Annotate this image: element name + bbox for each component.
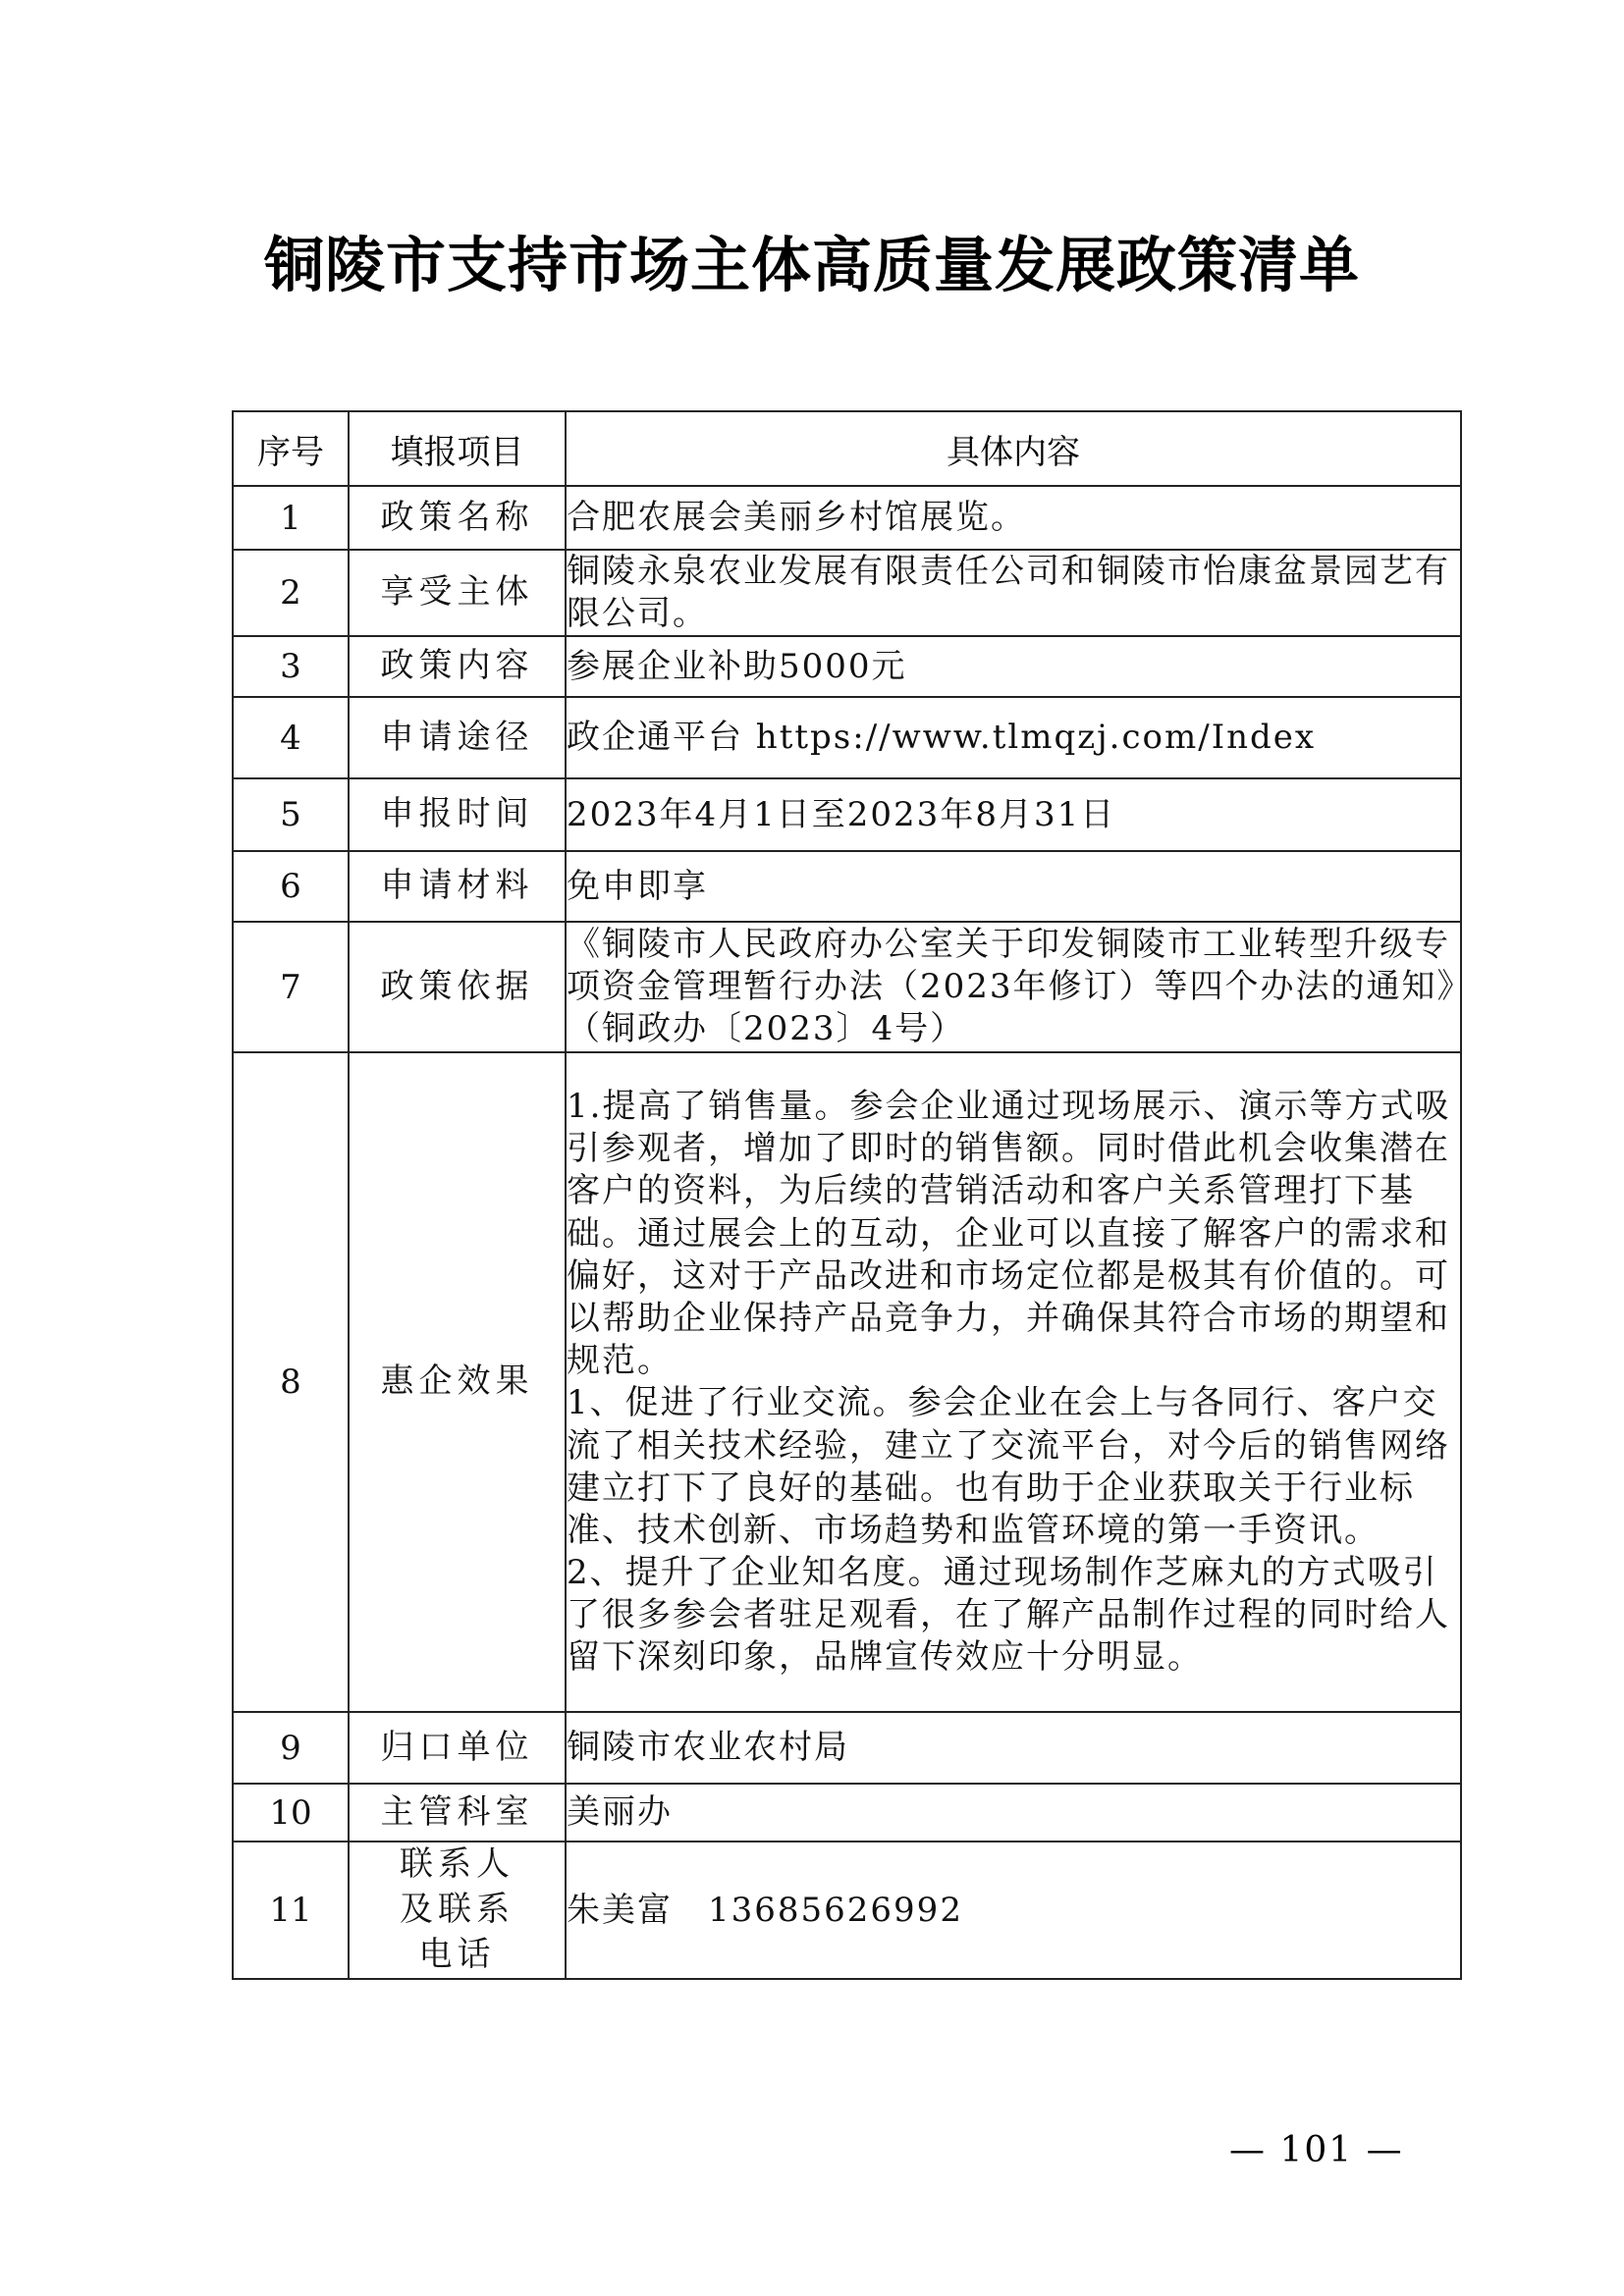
table-row	[233, 486, 1461, 550]
row-content	[566, 636, 1461, 697]
content-paragraph: 1.提高了销售量。参会企业通过现场展示、演示等方式吸引参观者，增加了即时的销售额。同时借此机会收集潜在客户的资料，为后续的营销活动和客户关系管理打下基础。通过展会上的互动，企业可以直接了解客户的需求和偏好，这对于产品改进和市场定位都是极其有价值的。可以帮助企业保持产品竞争力，并确保其符合市场的期望和规范。	[567, 1087, 1451, 1381]
content-paragraph: 2023年4月1日至2023年8月31日	[567, 794, 1116, 834]
row-content	[566, 851, 1461, 922]
header-content: 具体内容	[566, 411, 1461, 486]
row-content	[566, 922, 1461, 1052]
row-item: 申请途径	[349, 697, 566, 778]
content-paragraph: 美丽办	[567, 1792, 673, 1833]
page-title: 铜陵市支持市场主体高质量发展政策清单	[263, 231, 1360, 300]
table-row	[233, 697, 1461, 778]
content-paragraph: 2、提升了企业知名度。通过现场制作芝麻丸的方式吸引了很多参会者驻足观看，在了解产品制作过程的同时给人留下深刻印象，品牌宣传效应十分明显。	[567, 1553, 1450, 1678]
content-paragraph: 参展企业补助5000元	[567, 646, 907, 686]
page-number: — 101 —	[1229, 2130, 1404, 2170]
policy-table	[232, 410, 1462, 1980]
row-content	[566, 1712, 1461, 1784]
row-number: 6	[233, 851, 349, 922]
content-paragraph: 政企通平台 https://www.tlmqzj.com/Index	[567, 718, 1317, 758]
row-number: 8	[233, 1052, 349, 1712]
row-number: 3	[233, 636, 349, 697]
header-serial-number: 序号	[233, 411, 349, 486]
row-number: 1	[233, 486, 349, 550]
row-number: 11	[233, 1842, 349, 1979]
row-content	[566, 1842, 1461, 1979]
row-content	[566, 550, 1461, 636]
content-paragraph: 免申即享	[567, 866, 708, 906]
table-row	[233, 1842, 1461, 1979]
row-number: 2	[233, 550, 349, 636]
content-paragraph: 合肥农展会美丽乡村馆展览。	[567, 497, 1026, 537]
content-paragraph: 朱美富 13685626992	[567, 1890, 963, 1930]
table-row	[233, 550, 1461, 636]
table-row	[233, 1052, 1461, 1712]
row-number: 9	[233, 1712, 349, 1784]
row-item: 申报时间	[349, 778, 566, 851]
row-item: 政策内容	[349, 636, 566, 697]
row-number: 5	[233, 778, 349, 851]
content-paragraph: 铜陵市农业农村局	[567, 1728, 849, 1768]
row-item: 归口单位	[349, 1712, 566, 1784]
header-item: 填报项目	[349, 411, 566, 486]
row-number: 4	[233, 697, 349, 778]
row-item: 政策依据	[349, 922, 566, 1052]
table-row	[233, 922, 1461, 1052]
row-content	[566, 1052, 1461, 1712]
table-row	[233, 1712, 1461, 1784]
content-paragraph: 《铜陵市人民政府办公室关于印发铜陵市工业转型升级专项资金管理暂行办法（2023年修订）等四个办法的通知》（铜政办〔2023〕4号）	[567, 925, 1456, 1049]
table-row	[233, 636, 1461, 697]
row-number: 10	[233, 1784, 349, 1842]
table-header-row	[233, 411, 1461, 486]
row-content	[566, 697, 1461, 778]
table-row	[233, 851, 1461, 922]
row-content	[566, 778, 1461, 851]
table-row	[233, 778, 1461, 851]
content-paragraph: 铜陵永泉农业发展有限责任公司和铜陵市怡康盆景园艺有限公司。	[567, 552, 1450, 634]
row-content	[566, 486, 1461, 550]
row-content	[566, 1784, 1461, 1842]
row-item: 联系人及联系电话	[349, 1842, 566, 1979]
row-item: 惠企效果	[349, 1052, 566, 1712]
row-number: 7	[233, 922, 349, 1052]
row-item: 申请材料	[349, 851, 566, 922]
content-paragraph: 1、促进了行业交流。参会企业在会上与各同行、客户交流了相关技术经验，建立了交流平台，对今后的销售网络建立打下了良好的基础。也有助于企业获取关于行业标准、技术创新、市场趋势和监管环境的第一手资讯。	[567, 1383, 1450, 1550]
row-item: 政策名称	[349, 486, 566, 550]
row-item: 主管科室	[349, 1784, 566, 1842]
table-row	[233, 1784, 1461, 1842]
row-item: 享受主体	[349, 550, 566, 636]
